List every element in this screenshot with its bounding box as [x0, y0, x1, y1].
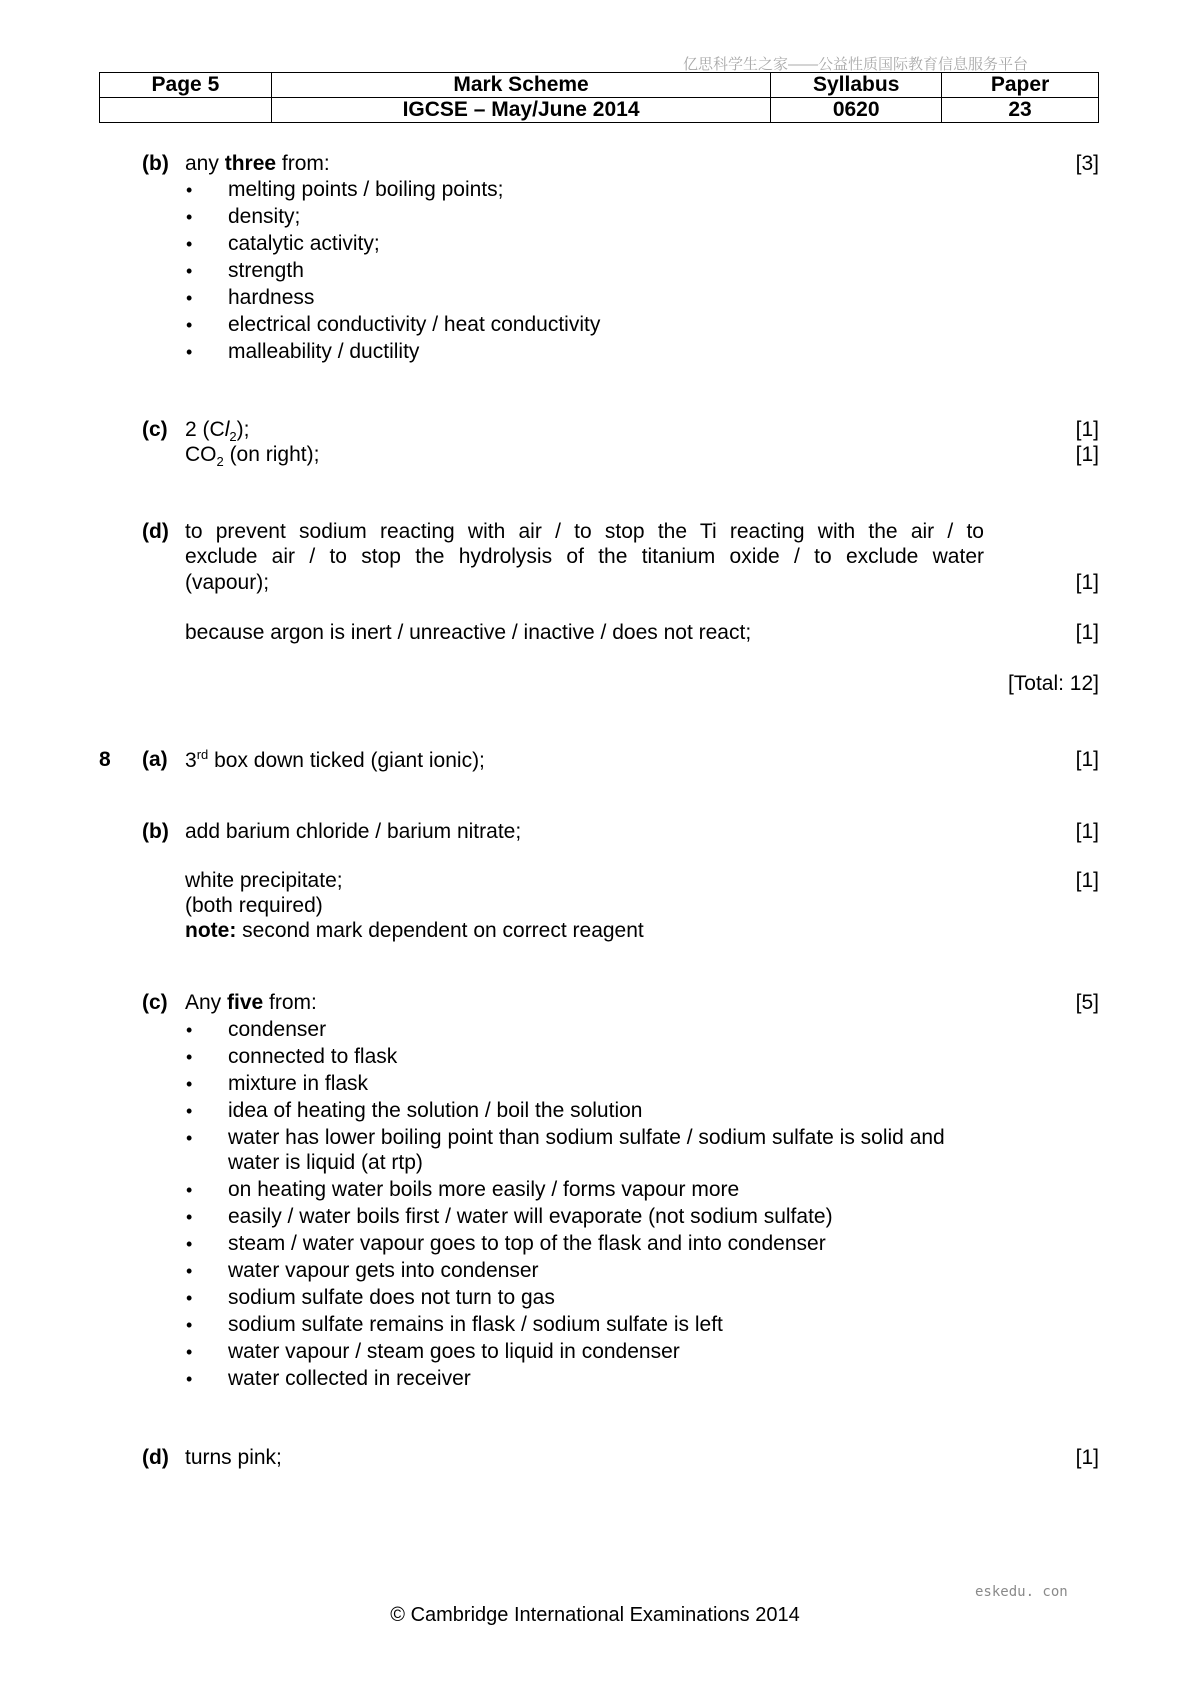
- q8c-item: steam / water vapour goes to top of the flask and into condenser: [228, 1232, 826, 1255]
- q7-total: [Total: 12]: [1007, 672, 1099, 695]
- bullet: •: [186, 1180, 193, 1200]
- header-table: [99, 72, 1099, 123]
- bullet: •: [186, 207, 193, 227]
- q8c-item: sodium sulfate remains in flask / sodium sulfate is left: [228, 1313, 723, 1336]
- header-page: Page 5: [100, 73, 272, 98]
- q8c-item: water collected in receiver: [228, 1367, 471, 1390]
- q8c-item: on heating water boils more easily / forms vapour more: [228, 1178, 740, 1201]
- q7b-item: strength: [228, 259, 304, 282]
- q8c-item: connected to flask: [228, 1045, 398, 1068]
- q7b-item: malleability / ductility: [228, 340, 420, 363]
- q7b-label: (b): [142, 152, 169, 175]
- q7d-para-line3: (vapour);: [185, 571, 270, 594]
- bullet: •: [186, 180, 193, 200]
- bullet: •: [186, 1342, 193, 1362]
- q7b-item: electrical conductivity / heat conductivity: [228, 313, 601, 336]
- q8c-intro: Any five from:: [185, 991, 317, 1014]
- q8d-mark: [1]: [1075, 1446, 1099, 1469]
- top-watermark: 亿思科学生之家——公益性质国际教育信息服务平台: [683, 56, 1029, 73]
- q7b-mark: [3]: [1075, 152, 1099, 175]
- header-paper-label: Paper: [942, 73, 1099, 98]
- header-empty-cell: [100, 98, 272, 123]
- q7d-para-line1: to prevent sodium reacting with air / to stop the Ti reacting with the air / to: [185, 520, 984, 543]
- bullet: •: [186, 261, 193, 281]
- q8b-line1: add barium chloride / barium nitrate;: [185, 820, 522, 843]
- q8b-mark2: [1]: [1075, 869, 1099, 892]
- q8c-item: idea of heating the solution / boil the solution: [228, 1099, 643, 1122]
- header-syllabus: 0620: [771, 98, 942, 123]
- q8c-item: sodium sulfate does not turn to gas: [228, 1286, 555, 1309]
- bullet: •: [186, 1288, 193, 1308]
- bullet: •: [186, 1101, 193, 1121]
- q8c-item: water vapour / steam goes to liquid in condenser: [228, 1340, 680, 1363]
- q7c-label: (c): [142, 418, 168, 441]
- q8d-text: turns pink;: [185, 1446, 282, 1469]
- q7b-item: melting points / boiling points;: [228, 178, 504, 201]
- q7d-line2: because argon is inert / unreactive / inactive / does not react;: [185, 621, 752, 644]
- q7b-item: density;: [228, 205, 301, 228]
- site-watermark: eskedu. con: [975, 1584, 1068, 1600]
- q8c-label: (c): [142, 991, 168, 1014]
- q8c-item: water vapour gets into condenser: [228, 1259, 539, 1282]
- q7d-mark2: [1]: [1075, 621, 1099, 644]
- q7b-item: hardness: [228, 286, 315, 309]
- q7d-label: (d): [142, 520, 169, 543]
- q8a-text: 3rd box down ticked (giant ionic);: [185, 747, 485, 772]
- header-exam: IGCSE – May/June 2014: [271, 98, 770, 123]
- bullet: •: [186, 1207, 193, 1227]
- q7d-para-line2: exclude air / to stop the hydrolysis of the titanium oxide / to exclude water: [185, 545, 984, 568]
- q8a-mark: [1]: [1075, 748, 1099, 771]
- bullet: •: [186, 1369, 193, 1389]
- bullet: •: [186, 1234, 193, 1254]
- header-paper: 23: [942, 98, 1099, 123]
- q7c-mark1: [1]: [1075, 418, 1099, 441]
- header-syllabus-label: Syllabus: [771, 73, 942, 98]
- q8c-item-continuation: water is liquid (at rtp): [228, 1151, 423, 1174]
- q8d-label: (d): [142, 1446, 169, 1469]
- q8b-line3: (both required): [185, 894, 323, 917]
- copyright: © Cambridge International Examinations 2014: [390, 1604, 800, 1626]
- q7b-item: catalytic activity;: [228, 232, 380, 255]
- bullet: •: [186, 1128, 193, 1148]
- q7c-line2: $CO_2$ (on right);: [185, 443, 320, 470]
- q8b-line2: white precipitate;: [185, 869, 343, 892]
- q8c-item: mixture in flask: [228, 1072, 369, 1095]
- bullet: •: [186, 288, 193, 308]
- q8c-mark: [5]: [1075, 991, 1099, 1014]
- q7c-line1: 2 $(Cl_2)$;: [185, 418, 250, 445]
- bullet: •: [186, 1261, 193, 1281]
- header-title: Mark Scheme: [271, 73, 770, 98]
- q8b-note: note: second mark dependent on correct reagent: [185, 919, 644, 942]
- q8-number: 8: [99, 748, 111, 771]
- q8c-item: water has lower boiling point than sodium sulfate / sodium sulfate is solid and: [228, 1126, 945, 1149]
- bullet: •: [186, 315, 193, 335]
- q7c-mark2: [1]: [1075, 443, 1099, 466]
- q8b-label: (b): [142, 820, 169, 843]
- q8b-mark1: [1]: [1075, 820, 1099, 843]
- q8c-item: condenser: [228, 1018, 327, 1041]
- q8c-item: easily / water boils first / water will evaporate (not sodium sulfate): [228, 1205, 833, 1228]
- bullet: •: [186, 1047, 193, 1067]
- bullet: •: [186, 342, 193, 362]
- q8a-label: (a): [142, 748, 168, 771]
- bullet: •: [186, 1020, 193, 1040]
- bullet: •: [186, 1074, 193, 1094]
- q7d-mark1: [1]: [1075, 571, 1099, 594]
- bullet: •: [186, 1315, 193, 1335]
- bullet: •: [186, 234, 193, 254]
- q7b-intro: any three from:: [185, 152, 330, 175]
